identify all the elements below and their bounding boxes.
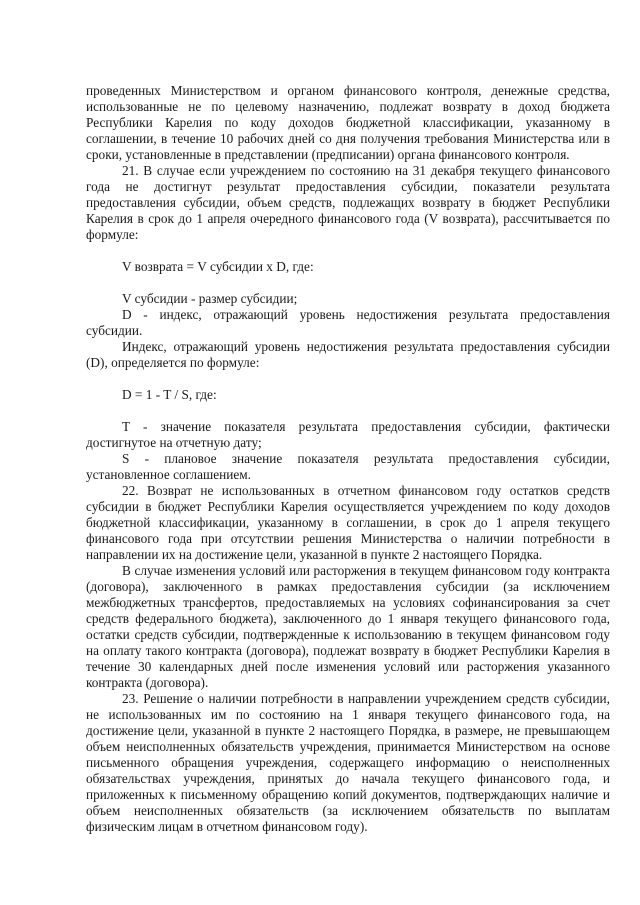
spacer bbox=[86, 371, 610, 387]
paragraph-21: 21. В случае если учреждением по состоянию на 31 декабря текущего финансового года не достигнут результат предоставления субсидии, показатели результата предоставления субсидии, объем средств, подлежащих возврату в бюджет Республики Карелия в срок до 1 апреля очередного финансового года (V возврата), рассчитывается по формуле: bbox=[86, 163, 610, 242]
definition-v-subsidy: V субсидии - размер субсидии; bbox=[122, 291, 298, 306]
formula-v-return: V возврата = V субсидии x D, где: bbox=[122, 259, 314, 274]
paragraph-22: 22. Возврат не использованных в отчетном финансовом году остатков средств субсидии в бюджет Республики Карелия осуществляется учреждением по коду доходов бюджетной классификации, указанному в соглашении, в срок до 1 апреля текущего финансового года при отсутствии решения Министерства о наличии потребности в направлении их на достижение цели, указанной в пункте 2 настоящего Порядка. bbox=[86, 483, 610, 562]
paragraph-contract-change: В случае изменения условий или расторжения в текущем финансовом году контракта (договора), заключенного в рамках предоставления субсидии (за исключением межбюджетных трансфертов, предоставляемых на условиях софинансирования за счет средств федерального бюджета), заключенного до 1 января текущего финансового года, остатки средств субсидии, подтвержденные к использованию в текущем финансовом году на оплату такого контракта (договора), подлежат возврату в бюджет Республики Карелия в течение 30 календарных дней после изменения условий или расторжения указанного контракта (договора). bbox=[86, 563, 610, 690]
definition-t: T - значение показателя результата предоставления субсидии, фактически достигнутое на отчетную дату; bbox=[86, 419, 610, 450]
spacer bbox=[86, 243, 610, 259]
definition-s: S - плановое значение показателя результата предоставления субсидии, установленное соглашением. bbox=[86, 451, 610, 482]
spacer bbox=[86, 403, 610, 419]
definition-d: D - индекс, отражающий уровень недостижения результата предоставления субсидии. bbox=[86, 307, 610, 338]
paragraph-continuation: проведенных Министерством и органом финансового контроля, денежные средства, использованные не по целевому назначению, подлежат возврату в доход бюджета Республики Карелия по коду доходов бюджетной классификации, указанному в соглашении, в течение 10 рабочих дней со дня получения требования Министерства или в сроки, установленные в представлении (предписании) органа финансового контроля. bbox=[86, 83, 610, 162]
spacer bbox=[86, 275, 610, 291]
paragraph-23: 23. Решение о наличии потребности в направлении учреждением средств субсидии, не использованных им по состоянию на 1 января текущего финансового года, на достижение цели, указанной в пункте 2 настоящего Порядка, в размере, не превышающем объем неисполненных обязательств учреждения, принимается Министерством на основе письменного обращения учреждения, содержащего информацию о неисполненных обязательствах учреждения, принятых до начала текущего финансового года, и приложенных к письменному обращению копий документов, подтверждающих наличие и объем неисполненных обязательств (за исключением обязательств по выплатам физическим лицам в отчетном финансовом году). bbox=[86, 691, 610, 834]
formula-d: D = 1 - T / S, где: bbox=[122, 387, 217, 402]
paragraph-index-d: Индекс, отражающий уровень недостижения результата предоставления субсидии (D), определяется по формуле: bbox=[86, 339, 610, 370]
